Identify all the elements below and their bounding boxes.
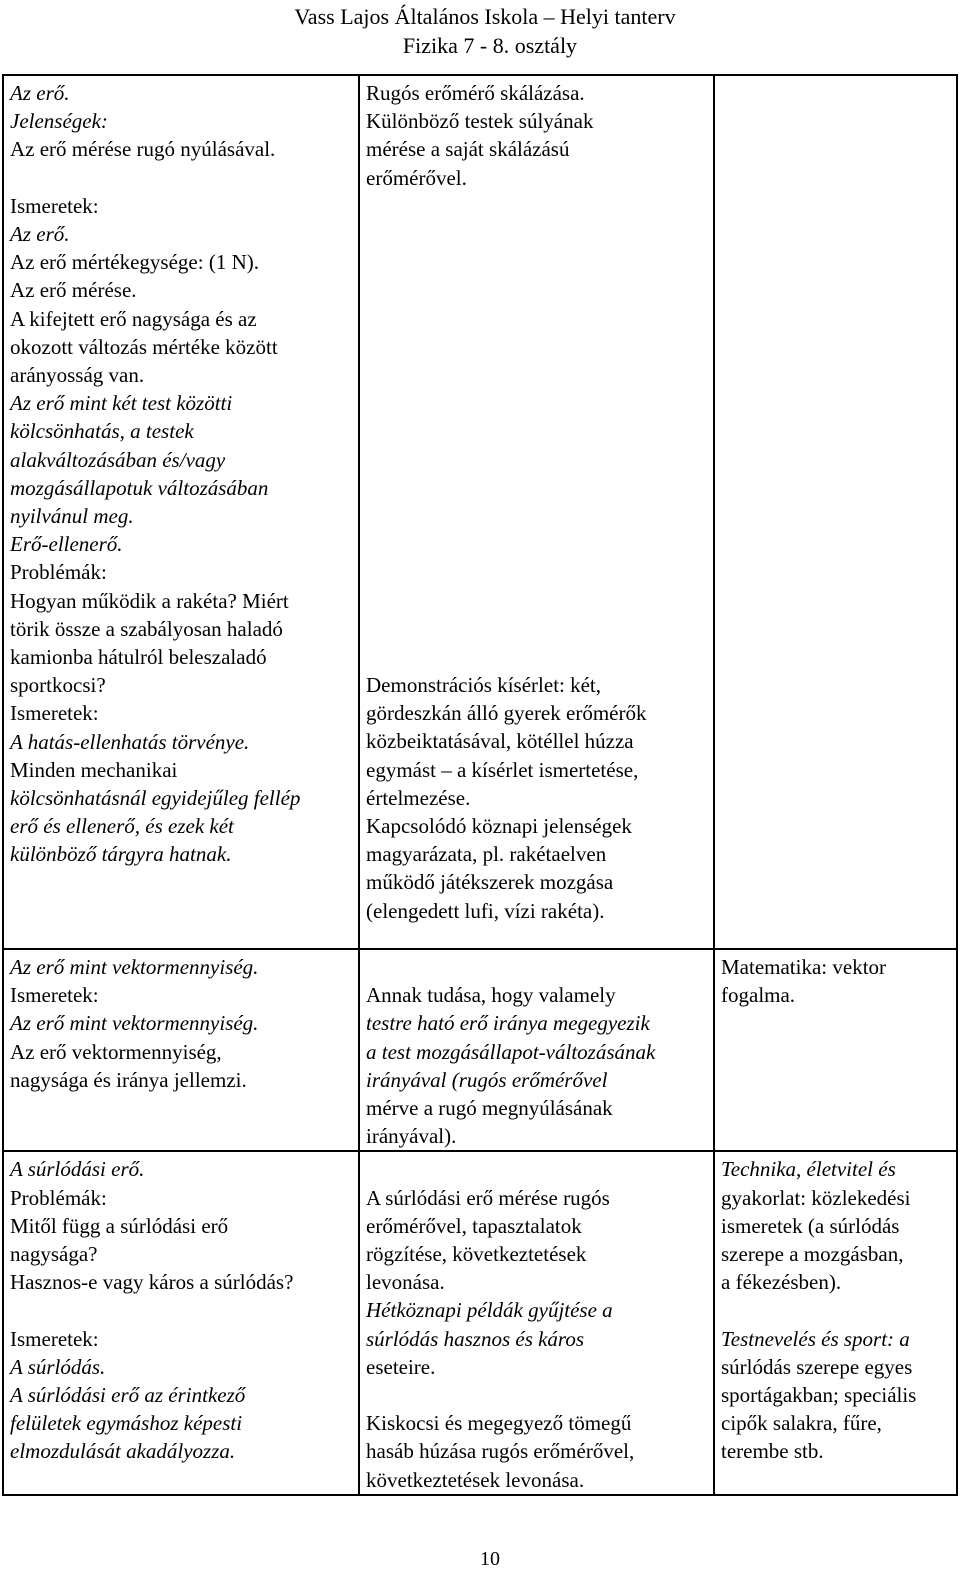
blank-line xyxy=(366,446,707,474)
blank-line xyxy=(366,333,707,361)
cell-text-line: törik össze a szabályosan haladó xyxy=(10,616,283,641)
blank-line xyxy=(10,1296,352,1324)
cell-text-line: nyilvánul meg. xyxy=(10,504,134,529)
cell-text-line: egymást – a kísérlet ismertetése, xyxy=(366,757,639,782)
table-row xyxy=(3,1151,957,1494)
cell-text-line: Különböző testek súlyának xyxy=(366,109,594,134)
cell-text-line: sportágakban; speciális xyxy=(721,1383,917,1408)
table-cell-col1 xyxy=(3,75,359,949)
cell-text-line: Az erő. xyxy=(10,222,70,246)
cell-text-line: értelmezése. xyxy=(366,785,471,810)
cell-text-line: irányával (rugós erőmérővel xyxy=(366,1067,608,1092)
cell-text-line: szerepe a mozgásban, xyxy=(721,1242,904,1267)
cell-text-line: A súrlódási erő. xyxy=(10,1157,145,1182)
cell-text-line: kamionba hátulról beleszaladó xyxy=(10,645,267,670)
cell-text-line: Az erő mint vektormennyiség. xyxy=(10,1011,259,1036)
blank-line xyxy=(366,1155,707,1183)
cell-text-line: mozgásállapotuk változásában xyxy=(10,475,269,500)
cell-text-line: Minden mechanikai xyxy=(10,757,178,782)
cell-text-line: Problémák: xyxy=(10,1185,107,1210)
cell-text-line: okozott változás mértéke között xyxy=(10,334,278,359)
cell-text-line: A súrlódási erő mérése rugós xyxy=(366,1185,610,1210)
cell-text-line: irányával). xyxy=(366,1124,457,1149)
cell-text-line: gördeszkán álló gyerek erőmérők xyxy=(366,701,647,726)
cell-text-line: Kapcsolódó köznapi jelenségek xyxy=(366,814,632,839)
blank-line xyxy=(366,276,707,304)
cell-text-line: elmozdulását akadályozza. xyxy=(10,1439,236,1464)
cell-text-line: levonása. xyxy=(366,1270,445,1295)
cell-text-line: Ismeretek: xyxy=(10,983,99,1008)
blank-line xyxy=(366,192,707,220)
cell-text-line: fogalma. xyxy=(721,983,796,1008)
cell-text-line: működő játékszerek mozgása xyxy=(366,870,614,895)
cell-text-line: Ismeretek: xyxy=(10,1326,99,1351)
cell-text-line: következtetések levonása. xyxy=(366,1467,585,1492)
cell-text-line: cipők salakra, fűre, xyxy=(721,1411,882,1436)
cell-text-line: kölcsönhatás, a testek xyxy=(10,419,194,444)
table-cell-col2 xyxy=(359,1151,714,1494)
cell-text-line: kölcsönhatásnál egyidejűleg fellép xyxy=(10,786,301,811)
table-cell-col1 xyxy=(3,949,359,1151)
header-subject: Fizika 7 - 8. osztály xyxy=(402,33,578,58)
cell-text-line: testre ható erő iránya megegyezik xyxy=(366,1011,650,1036)
cell-text-line: mérve a rugó megnyúlásának xyxy=(366,1096,613,1120)
cell-text-line: Az erő. xyxy=(10,81,70,105)
blank-line xyxy=(366,220,707,248)
blank-line xyxy=(366,474,707,502)
cell-text-line: Technika, életvitel és xyxy=(721,1157,896,1182)
table-cell-col1 xyxy=(3,1151,359,1494)
cell-text-line: a test mozgásállapot-változásának xyxy=(366,1039,656,1064)
table-cell-col2 xyxy=(359,949,714,1151)
cell-text-line: A hatás-ellenhatás törvénye. xyxy=(10,729,250,754)
cell-text-line: Problémák: xyxy=(10,560,107,585)
cell-text-line: Az erő mint vektormennyiség. xyxy=(10,955,259,979)
cell-text-line: erőmérővel. xyxy=(366,165,467,190)
cell-text-line: (elengedett lufi, vízi rakéta). xyxy=(366,898,605,923)
curriculum-table-body xyxy=(3,75,957,1495)
cell-text-line: Ismeretek: xyxy=(10,193,99,218)
cell-text-line: A súrlódás. xyxy=(10,1354,106,1379)
blank-line xyxy=(366,389,707,417)
cell-text-line: A kifejtett erő nagysága és az xyxy=(10,306,257,331)
cell-text-line: nagysága? xyxy=(10,1242,98,1267)
cell-text-line: közbeiktatásával, kötéllel húzza xyxy=(366,729,634,754)
cell-text-line: Az erő mint két test közötti xyxy=(10,391,233,416)
cell-text-line: Hogyan működik a rakéta? Miért xyxy=(10,588,289,613)
cell-text-line: erő és ellenerő, és ezek két xyxy=(10,814,234,839)
header-school-title: Vass Lajos Általános Iskola – Helyi tanterv xyxy=(294,4,676,29)
blank-line xyxy=(366,530,707,558)
cell-text-line: nagysága és iránya jellemzi. xyxy=(10,1067,247,1092)
cell-text-line: súrlódás szerepe egyes xyxy=(721,1354,913,1379)
blank-line xyxy=(366,417,707,445)
cell-text-line: Ismeretek: xyxy=(10,701,99,726)
cell-text-line: Az erő mértékegysége: (1 N). xyxy=(10,250,259,275)
cell-text-line: Kiskocsi és megegyező tömegű xyxy=(366,1411,632,1436)
blank-line xyxy=(366,502,707,530)
cell-text-line: különböző tárgyra hatnak. xyxy=(10,842,232,867)
blank-line xyxy=(366,643,707,671)
cell-text-line: A súrlódási erő az érintkező xyxy=(10,1383,246,1408)
cell-text-line: Annak tudása, hogy valamely xyxy=(366,983,616,1008)
cell-text-line: Demonstrációs kísérlet: két, xyxy=(366,673,602,697)
cell-text-line: rögzítése, következtetések xyxy=(366,1242,587,1266)
cell-text-line: terembe stb. xyxy=(721,1439,824,1464)
page-number: 10 xyxy=(480,1548,500,1570)
cell-text-line: Az erő mérése. xyxy=(10,278,137,303)
cell-text-line: Az erő vektormennyiség, xyxy=(10,1039,222,1064)
blank-line xyxy=(366,305,707,333)
cell-text-line: Mitől függ a súrlódási erő xyxy=(10,1213,229,1238)
cell-text-line: a fékezésben). xyxy=(721,1270,842,1295)
cell-text-line: Hasznos-e vagy káros a súrlódás? xyxy=(10,1270,294,1295)
cell-text-line: felületek egymáshoz képesti xyxy=(10,1411,243,1436)
blank-line xyxy=(366,361,707,389)
cell-text-line: Erő-ellenerő. xyxy=(10,532,123,557)
blank-line xyxy=(366,615,707,643)
cell-text-line: súrlódás hasznos és káros xyxy=(366,1326,584,1351)
table-cell-col3 xyxy=(714,1151,957,1494)
blank-line xyxy=(721,1296,950,1324)
curriculum-table xyxy=(2,74,958,1496)
table-cell-col3 xyxy=(714,75,957,949)
cell-text-line: Testnevelés és sport: a xyxy=(721,1326,910,1351)
cell-text-line: ismeretek (a súrlódás xyxy=(721,1213,900,1238)
table-cell-col3 xyxy=(714,949,957,1151)
cell-text-line: Az erő mérése rugó nyúlásával. xyxy=(10,137,276,162)
table-row xyxy=(3,75,957,949)
cell-text-line: eseteire. xyxy=(366,1354,436,1379)
cell-text-line: magyarázata, pl. rakétaelven xyxy=(366,842,607,867)
cell-text-line: Jelenségek: xyxy=(10,109,108,134)
cell-text-line: alakváltozásában és/vagy xyxy=(10,447,226,472)
cell-text-line: Rugós erőmérő skálázása. xyxy=(366,81,585,105)
blank-line xyxy=(366,953,707,981)
blank-line xyxy=(366,558,707,586)
blank-line xyxy=(366,1381,707,1409)
cell-text-line: sportkocsi? xyxy=(10,673,106,698)
cell-text-line: hasáb húzása rugós erőmérővel, xyxy=(366,1439,635,1464)
blank-line xyxy=(366,248,707,276)
table-row xyxy=(3,949,957,1151)
cell-text-line: Matematika: vektor xyxy=(721,955,887,979)
table-cell-col2 xyxy=(359,75,714,949)
cell-text-line: Hétköznapi példák gyűjtése a xyxy=(366,1298,613,1323)
cell-text-line: arányosság van. xyxy=(10,363,145,388)
blank-line xyxy=(366,586,707,614)
cell-text-line: erőmérővel, tapasztalatok xyxy=(366,1213,582,1238)
cell-text-line: gyakorlat: közlekedési xyxy=(721,1185,911,1210)
cell-text-line: mérése a saját skálázású xyxy=(366,137,570,162)
blank-line xyxy=(10,164,352,192)
